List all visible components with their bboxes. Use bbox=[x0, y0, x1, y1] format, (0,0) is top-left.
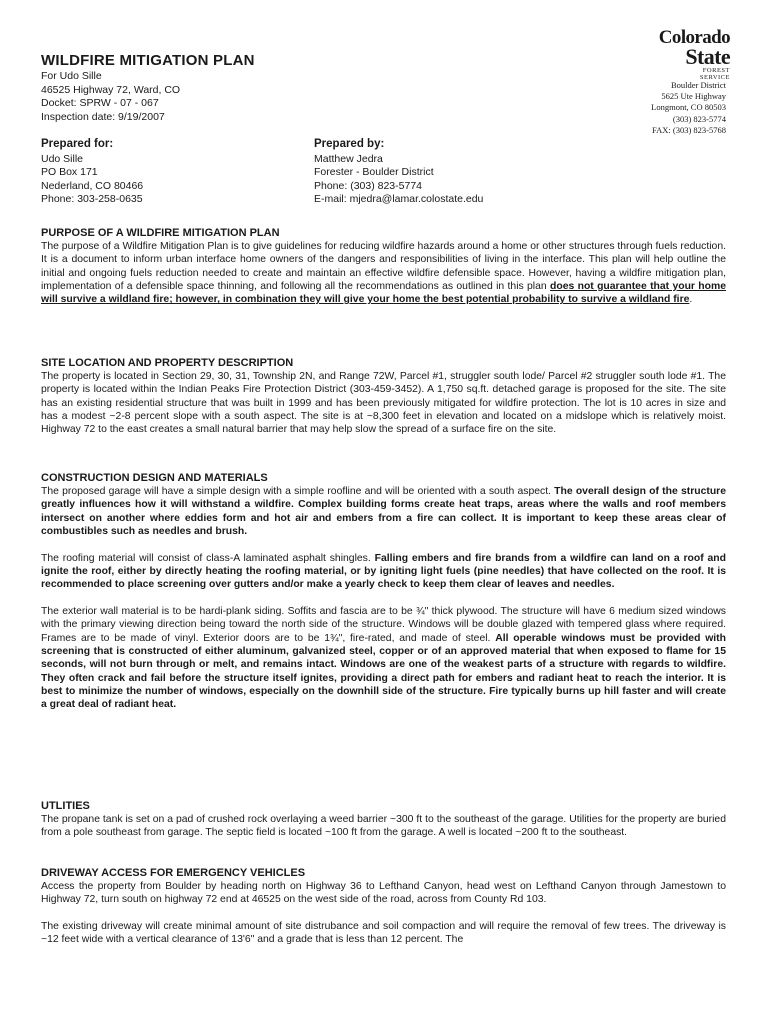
purpose-text: The purpose of a Wildfire Mitigation Plan is to give guidelines for reducing wildfire hazards around a home or other structures through fuels reduction. It is a document to inform urban interface home owners of the dangers and responsibilities of living in the interface. This plan will help outline the initial and ongoing fuels reduction needed to create and maintain an effective wildfire defensible space. However, having a wildfire mitigation plan, implementation of a defensible space thinning, and following all the recommendations as outlined in this plan bbox=[41, 241, 726, 292]
prepared-for-city: Nederland, CO 80466 bbox=[41, 179, 144, 192]
section-purpose bbox=[41, 226, 726, 306]
utilities-heading: UTLITIES bbox=[41, 800, 90, 812]
district-fax: FAX: (303) 823-5768 bbox=[652, 124, 726, 135]
driveway-description: The existing driveway will create minimal amount of site distrubance and soil compaction and will require the removal of few trees. The driveway is ~12 feet wide with a vertical clearance of 13'6" and a grade that is less than 12 percent. The bbox=[41, 921, 726, 946]
construction-walls-text: The exterior wall material is to be hardi-plank siding. Soffits and fascia are to be ¾" thick plywood. The structure will have 6 medium sized windows with the primary viewing direction being toward the north side of the structure. Windows will be double glazed with tempered glass where required. Frames are to be made of vinyl. Exterior doors are to be 1¾", fire-rated, and made of steel. bbox=[41, 606, 726, 644]
logo-line-colorado: Colorado bbox=[658, 27, 730, 48]
section-site bbox=[41, 356, 726, 436]
construction-heading: CONSTRUCTION DESIGN AND MATERIALS bbox=[41, 472, 268, 484]
construction-roof-bold: Falling embers and fire brands from a wildfire can land on a roof and ignite the roof, either by directly heating the roofing material, or by igniting light fuels (pine needles) that have collected on the roof. It is recommended to place screening over gutters and/or make a yearly check to keep them clear of leaves and needles. bbox=[41, 552, 726, 591]
logo-line-state: State bbox=[685, 44, 730, 69]
section-construction bbox=[41, 471, 726, 711]
construction-roof-text: The roofing material will consist of class-A laminated asphalt shingles. bbox=[41, 552, 375, 564]
construction-design-paragraph bbox=[41, 485, 726, 538]
prepared-by-name: Matthew Jedra bbox=[314, 152, 383, 165]
csfs-logo bbox=[618, 28, 730, 81]
prepared-for-heading: Prepared for: bbox=[41, 138, 114, 150]
prepared-for-pobox: PO Box 171 bbox=[41, 166, 98, 178]
driveway-heading: DRIVEWAY ACCESS FOR EMERGENCY VEHICLES bbox=[41, 867, 306, 879]
construction-design-bold: The overall design of the structure greatly influences how it will withstand a wildfire. Complex building forms create heat traps, areas where the walls and roof members intersect on another where eddies form and hot air and embers from a fire can collect. It is important to keep these areas clear of combustibles such as needles and brush. bbox=[41, 486, 726, 537]
construction-roof-paragraph bbox=[41, 552, 726, 592]
prepared-for-name: Udo Sille bbox=[41, 152, 84, 165]
document-title: WILDFIRE MITIGATION PLAN bbox=[41, 52, 255, 69]
construction-design-text: The proposed garage will have a simple design with a simple roofline and will be oriented with a south aspect. bbox=[41, 486, 555, 497]
purpose-end: . bbox=[689, 294, 693, 306]
prepared-by-phone: Phone: (303) 823-5774 bbox=[314, 179, 422, 192]
prepared-by-block bbox=[314, 138, 483, 207]
plan-address: 46525 Highway 72, Ward, CO bbox=[41, 83, 181, 96]
plan-docket: Docket: SPRW - 07 - 067 bbox=[41, 97, 159, 109]
plan-inspection-date: Inspection date: 9/19/2007 bbox=[41, 110, 165, 123]
prepared-by-title: Forester - Boulder District bbox=[314, 166, 434, 178]
prepared-by-heading: Prepared by: bbox=[314, 138, 385, 150]
plan-owner: For Udo Sille bbox=[41, 70, 102, 82]
logo-line-service: SERVICE bbox=[699, 74, 730, 81]
construction-walls-paragraph bbox=[41, 605, 726, 711]
district-name: Boulder District bbox=[670, 80, 726, 90]
site-paragraph: The property is located in Section 29, 30, 31, Township 2N, and Range 72W, Parcel #1, struggler south lode/ Parcel #2 struggler south lode #1. The property is located within the Indian Peaks Fire Protection District (303-459-3452). A 1,750 sq.ft. detached garage is proposed for the site. The site has an existing residential structure that was built in 1999 and has been previously mitigated for wildfire protection. The lot is 10 acres in size and has a modest ~2-8 percent slope with a south aspect. The site is at ~8,300 feet in elevation and located on a midslope which is relatively moist. Highway 72 to the east creates a small natural barrier that may help slow the spread of a surface fire on the site. bbox=[41, 371, 726, 436]
section-utilities bbox=[41, 799, 726, 840]
district-street: 5625 Ute Highway bbox=[661, 91, 726, 102]
logo-wordmark bbox=[618, 28, 730, 67]
purpose-paragraph bbox=[41, 240, 726, 306]
prepared-for-phone: Phone: 303-258-0635 bbox=[41, 193, 143, 205]
district-address bbox=[600, 80, 726, 136]
plan-details bbox=[41, 70, 180, 124]
construction-walls-bold: All operable windows must be provided with screening that is constructed of either aluminum, galvanized steel, copper or of an approved material that when exposed to flame for 15 seconds, will not burn through or melt, and remains intact. Windows are one of the weakest parts of a structure with regards to wildfire. They often crack and fail before the structure itself ignites, providing a direct path for embers and radiant heat to reach the interior. It is best to minimize the number of windows, especially on the downhill side of the structure. Fire typically burns up hill faster and will create a great deal of radiant heat. bbox=[41, 632, 726, 711]
driveway-directions: Access the property from Boulder by heading north on Highway 36 to Lefthand Canyon, head west on Lefthand Canyon through Jamestown to Highway 72, turn south on highway 72 end at 46525 on the west side of the road, across from County Rd 103. bbox=[41, 881, 726, 906]
purpose-heading: PURPOSE OF A WILDFIRE MITIGATION PLAN bbox=[41, 227, 280, 239]
logo-line-forest: FOREST bbox=[702, 67, 730, 74]
section-driveway bbox=[41, 866, 726, 947]
site-heading: SITE LOCATION AND PROPERTY DESCRIPTION bbox=[41, 357, 294, 369]
utilities-paragraph: The propane tank is set on a pad of crushed rock overlaying a weed barrier ~300 ft to the southeast of the garage. Utilities for the property are buried from a pole southeast from garage. The septic field is located ~100 ft from the garage. A well is located ~200 ft to the southeast. bbox=[41, 814, 726, 839]
district-city: Longmont, CO 80503 bbox=[651, 102, 726, 113]
prepared-for-block bbox=[41, 138, 143, 207]
district-phone: (303) 823-5774 bbox=[672, 113, 726, 124]
purpose-disclaimer: does not guarantee that your home will survive a wildland fire; however, in combination they will give your home the best potential probability to survive a wildland fire bbox=[41, 280, 726, 306]
prepared-by-email: E-mail: mjedra@lamar.colostate.edu bbox=[314, 193, 484, 205]
